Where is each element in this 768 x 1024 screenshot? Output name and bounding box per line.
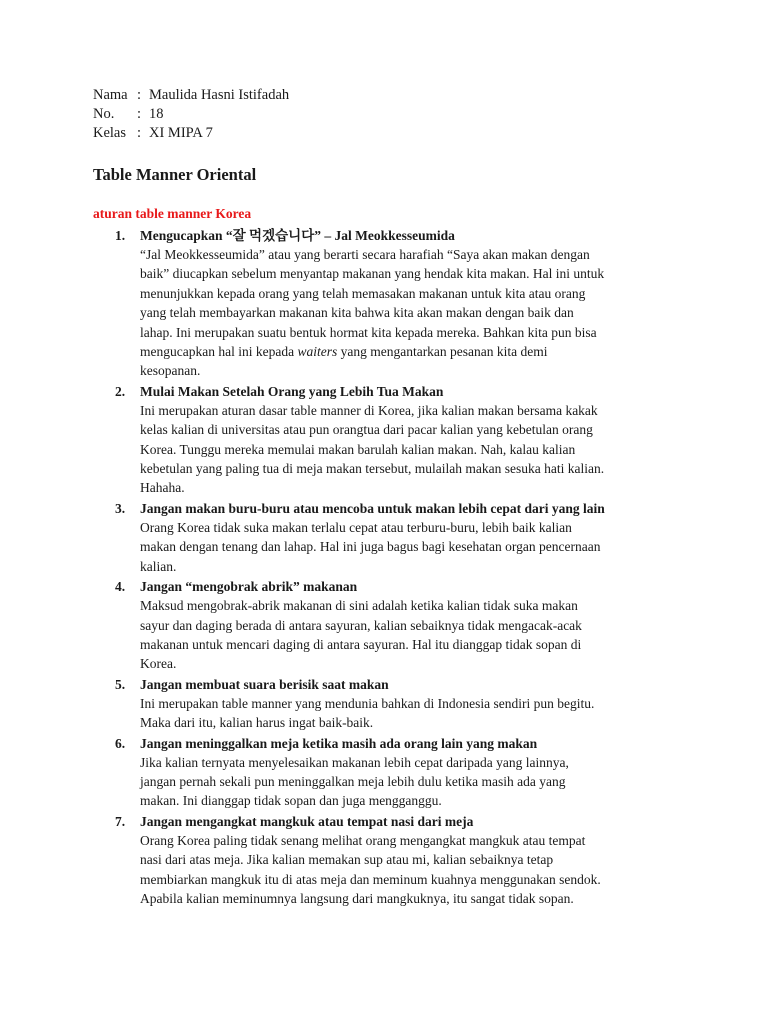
- info-row-class: [93, 124, 289, 143]
- item-number: 3.: [115, 500, 126, 516]
- item-title: Jangan membuat suara berisik saat makan: [140, 676, 389, 692]
- body-line: yang telah membayarkan makanan kita bahwa kita akan makan dengan baik dan: [140, 305, 574, 321]
- item-body: [140, 831, 693, 909]
- info-value: 18: [149, 106, 164, 122]
- body-line: Jika kalian ternyata menyelesaikan makanan lebih cepat daripada yang lainnya,: [140, 754, 569, 770]
- item-number: 1.: [115, 228, 126, 243]
- item-body: [140, 518, 693, 576]
- body-line: Ini merupakan aturan dasar table manner di Korea, jika kalian makan bersama kakak: [140, 402, 598, 418]
- body-line: [140, 342, 693, 361]
- item-body: [140, 245, 693, 381]
- rules-list: [93, 226, 693, 909]
- student-info: [93, 86, 289, 143]
- body-line: Maksud mengobrak-abrik makanan di sini adalah ketika kalian tidak suka makan: [140, 598, 578, 614]
- item-title: Jangan meninggalkan meja ketika masih ada orang lain yang makan: [140, 735, 538, 751]
- body-line: Orang Korea tidak suka makan terlalu cepat atau terburu-buru, lebih baik kalian: [140, 519, 572, 535]
- item-number: 4.: [115, 579, 126, 595]
- item-body: [140, 401, 693, 498]
- body-text: mengucapkan hal ini kepada: [140, 344, 298, 360]
- body-line: Korea.: [140, 656, 177, 672]
- item-title: Jangan “mengobrak abrik” makanan: [140, 579, 358, 595]
- item-number: 6.: [115, 735, 126, 751]
- info-label: No.: [93, 106, 115, 122]
- list-item: [93, 226, 693, 381]
- item-body: [140, 753, 693, 811]
- info-row-name: [93, 86, 289, 105]
- body-line: Hahaha.: [140, 480, 185, 496]
- body-line: menunjukkan kepada orang yang telah memasakan makanan untuk kita atau orang: [140, 285, 586, 301]
- item-number: 2.: [115, 383, 126, 399]
- section-heading: aturan table manner Korea: [93, 206, 252, 221]
- body-line: Orang Korea paling tidak senang melihat orang mengangkat mangkuk atau tempat: [140, 832, 586, 848]
- body-line: “Jal Meokkesseumida” atau yang berarti secara harafiah “Saya akan makan dengan: [140, 247, 590, 262]
- body-line: Ini merupakan table manner yang mendunia bahkan di Indonesia sendiri pun begitu.: [140, 695, 595, 711]
- body-line: membiarkan mangkuk itu di atas meja dan meminum kuahnya menggunakan sendok.: [140, 871, 601, 887]
- list-item: [93, 734, 693, 811]
- body-line: makan dengan tenang dan lahap. Hal ini juga bagus bagi kesehatan organ pencernaan: [140, 539, 601, 555]
- body-line: jangan pernah sekali pun meninggalkan meja lebih dulu ketika masih ada yang: [140, 773, 566, 789]
- item-number: 5.: [115, 676, 126, 692]
- info-separator: :: [137, 87, 142, 103]
- body-line: kebetulan yang paling tua di meja makan tersebut, mulailah makan sesuka hati kalian.: [140, 461, 605, 477]
- body-line: makan. Ini dianggap tidak sopan dan juga mengganggu.: [140, 793, 442, 809]
- info-row-number: [93, 105, 289, 124]
- info-label: Nama: [93, 87, 128, 103]
- list-item: [93, 499, 693, 576]
- body-line: nasi dari atas meja. Jika kalian memakan sup atau mi, kalian sebaiknya tetap: [140, 852, 554, 868]
- list-item: [93, 577, 693, 674]
- item-title: Jangan mengangkat mangkuk atau tempat nasi dari meja: [140, 813, 474, 829]
- item-body: [140, 596, 693, 674]
- list-item: [93, 812, 693, 909]
- body-line: lahap. Ini merupakan suatu bentuk hormat kita kepada mereka. Bahkan kita pun bisa: [140, 324, 597, 340]
- info-separator: :: [137, 106, 142, 122]
- item-title: Mulai Makan Setelah Orang yang Lebih Tua Makan: [140, 383, 444, 399]
- body-line: baik” diucapkan sebelum menyantap makanan yang hendak kita makan. Hal ini untuk: [140, 266, 605, 282]
- body-line: Apabila kalian meminumnya langsung dari mangkuknya, itu sangat tidak sopan.: [140, 890, 574, 906]
- list-item: [93, 675, 693, 733]
- body-line: kelas kalian di universitas atau pun orangtua dari pacar kalian yang kebetulan orang: [140, 422, 593, 438]
- body-line: makanan untuk mencari daging di antara sayuran. Hal itu dianggap tidak sopan di: [140, 636, 582, 652]
- body-line: Korea. Tunggu mereka memulai makan barulah kalian makan. Nah, kalau kalian: [140, 441, 576, 457]
- item-body: [140, 694, 693, 733]
- list-item: [93, 382, 693, 498]
- body-text: yang mengantarkan pesanan kita demi: [337, 344, 548, 360]
- body-line: kalian.: [140, 558, 177, 574]
- body-line: sayur dan daging berada di antara sayuran, kalian sebaiknya tidak mengacak-acak: [140, 617, 582, 633]
- body-line: kesopanan.: [140, 363, 201, 379]
- item-title: Mengucapkan “잘 먹겠습니다” – Jal Meokkesseumida: [140, 228, 455, 243]
- body-line: Maka dari itu, kalian harus ingat baik-baik.: [140, 715, 374, 731]
- info-value: XI MIPA 7: [149, 125, 213, 141]
- emphasis-text: waiters: [297, 344, 338, 360]
- info-label: Kelas: [93, 125, 127, 141]
- info-separator: :: [137, 125, 142, 141]
- page-title: Table Manner Oriental: [93, 165, 257, 184]
- item-title: Jangan makan buru-buru atau mencoba untuk makan lebih cepat dari yang lain: [140, 500, 605, 516]
- item-number: 7.: [115, 813, 126, 829]
- info-value: Maulida Hasni Istifadah: [149, 87, 290, 103]
